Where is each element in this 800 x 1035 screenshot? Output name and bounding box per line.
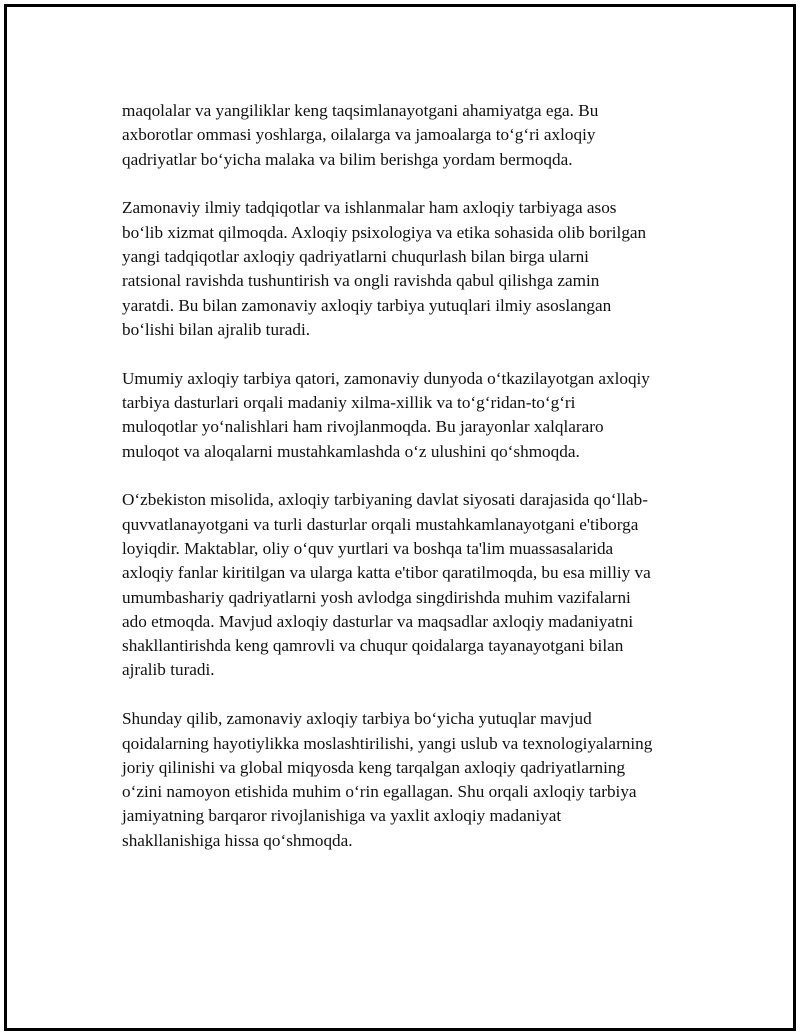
paragraph-3: Umumiy axloqiy tarbiya qatori, zamonaviy dunyoda o‘tkazilayotgan axloqiy tarbiya dasturlari orqali madaniy xilma-xillik va to‘g‘ridan-to‘g‘ri muloqotlar yo‘nalishlari ham rivojlanmoqda. Bu jarayonlar xalqlararo muloqot va aloqalarni mustahkamlashda o‘z ulushini qo‘shmoqda. [122, 368, 650, 461]
document-body [122, 99, 702, 878]
paragraph-2: Zamonaviy ilmiy tadqiqotlar va ishlanmalar ham axloqiy tarbiyaga asos bo‘lib xizmat qilmoqda. Axloqiy psixologiya va etika sohasida olib borilgan yangi tadqiqotlar axloqiy qadriyatlarni chuqurlash bilan birga ularni ratsional ravishda tushuntirish va ongli ravishda qabul qilishga zamin yaratdi. Bu bilan zamonaviy axloqiy tarbiya yutuqlari ilmiy asoslangan bo‘lishi bilan ajralib turadi. [122, 198, 647, 339]
paragraph-4: O‘zbekiston misolida, axloqiy tarbiyaning davlat siyosati darajasida qo‘llab- quvvatlanayotgani va turli dasturlar orqali mustahkamlanayotgani e'tiborga loyiqdir. Maktablar, oliy o‘quv yurtlari va boshqa ta'lim muassasalarida axloqiy fanlar kiritilgan va ularga katta e'tibor qaratilmoqda, bu esa milliy va umumbashariy qadriyatlarni yosh avlodga singdirishda muhim vazifalarni ado etmoqda. Mavjud axloqiy dasturlar va maqsadlar axloqiy madaniyatni shakllantirishda keng qamrovli va chuqur qoidalarga tayanayotgani bilan ajralib turadi. [122, 490, 651, 680]
paragraph-5: Shunday qilib, zamonaviy axloqiy tarbiya bo‘yicha yutuqlar mavjud qoidalarning hayotiylikka moslashtirilishi, yangi uslub va texnologiyalarning joriy qilinishi va global miqyosda keng tarqalgan axloqiy qadriyatlarning o‘zini namoyon etishida muhim o‘rin egallagan. Shu orqali axloqiy tarbiya jamiyatning barqaror rivojlanishiga va yaxlit axloqiy madaniyat shakllanishiga hissa qo‘shmoqda. [122, 709, 653, 850]
page-frame [4, 4, 796, 1031]
paragraph-1: maqolalar va yangiliklar keng taqsimlanayotgani ahamiyatga ega. Bu axborotlar ommasi yoshlarga, oilalarga va jamoalarga to‘g‘ri axloqiy qadriyatlar bo‘yicha malaka va bilim berishga yordam bermoqda. [122, 101, 599, 169]
